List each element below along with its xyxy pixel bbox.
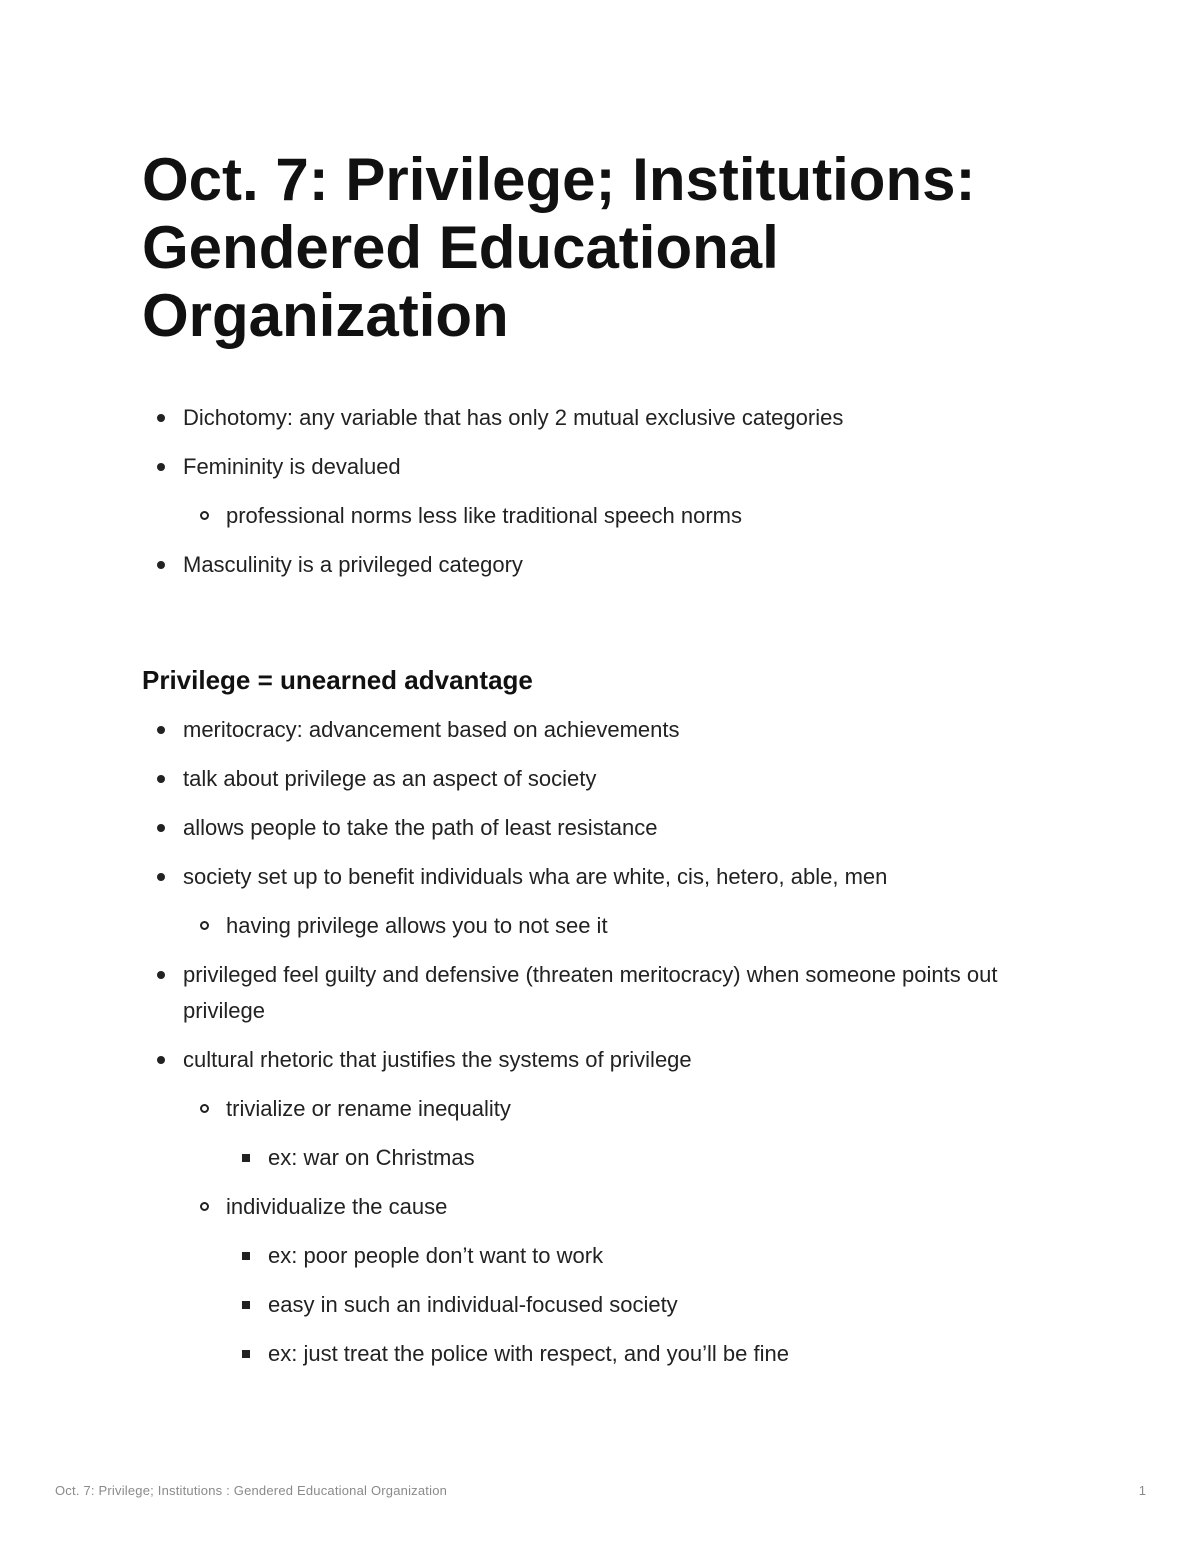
list-item [0,449,1063,485]
page-title: Oct. 7: Privilege; Institutions: Gendered Educational Organization [142,146,976,349]
hollow-circle-bullet-icon [200,1202,209,1211]
filled-circle-bullet-icon [157,775,165,783]
privilege-list [0,712,1200,1385]
sub-sub-list-item [0,1238,1068,1274]
sub-list-item [0,1091,1066,1127]
list-item [0,859,1063,895]
list-item [0,761,1063,797]
list-item [0,957,1063,1029]
square-bullet-icon [242,1252,250,1260]
filled-circle-bullet-icon [157,971,165,979]
list-item-text: Masculinity is a privileged category [183,552,523,577]
list-item-text: ex: poor people don’t want to work [268,1243,604,1268]
list-item [0,810,1063,846]
hollow-circle-bullet-icon [200,1104,209,1113]
list-item-text: Femininity is devalued [183,454,401,479]
list-item-text: meritocracy: advancement based on achievements [183,717,680,742]
list-item-text: talk about privilege as an aspect of society [183,766,597,791]
square-bullet-icon [242,1350,250,1358]
list-item-text: ex: just treat the police with respect, and you’ll be fine [268,1341,789,1366]
footer-page-number: 1 [1138,1483,1146,1498]
sub-sub-list-item [0,1287,1068,1323]
list-item [0,712,1063,748]
filled-circle-bullet-icon [157,414,165,422]
filled-circle-bullet-icon [157,873,165,881]
sub-sub-list-item [0,1140,1068,1176]
list-item-text: society set up to benefit individuals wha are white, cis, hetero, able, men [183,864,888,889]
list-item-text: ex: war on Christmas [268,1145,475,1170]
list-item [0,400,1063,436]
list-item-text: privileged feel guilty and defensive (threaten meritocracy) when someone points out privilege [183,962,998,1023]
section-heading: Privilege = unearned advantage [142,665,533,695]
list-item-text: professional norms less like traditional speech norms [226,503,743,528]
sub-list-item [0,908,1066,944]
intro-list [0,400,1200,596]
list-item-text: allows people to take the path of least resistance [183,815,658,840]
list-item-text: individualize the cause [226,1194,448,1219]
list-item-text: trivialize or rename inequality [226,1096,511,1121]
square-bullet-icon [242,1154,250,1162]
sub-sub-list-item [0,1336,1068,1372]
list-item-text: Dichotomy: any variable that has only 2 mutual exclusive categories [183,405,844,430]
filled-circle-bullet-icon [157,463,165,471]
list-item [0,1042,1063,1078]
footer-document-title: Oct. 7: Privilege; Institutions : Gendered Educational Organization [55,1483,448,1498]
list-item-text: cultural rhetoric that justifies the systems of privilege [183,1047,692,1072]
filled-circle-bullet-icon [157,824,165,832]
list-item [0,547,1063,583]
filled-circle-bullet-icon [157,726,165,734]
list-item-text: having privilege allows you to not see it [226,913,608,938]
sub-list-item [0,1189,1066,1225]
list-item-text: easy in such an individual-focused society [268,1292,678,1317]
hollow-circle-bullet-icon [200,511,209,520]
filled-circle-bullet-icon [157,1056,165,1064]
hollow-circle-bullet-icon [200,921,209,930]
sub-list-item [0,498,1066,534]
square-bullet-icon [242,1301,250,1309]
filled-circle-bullet-icon [157,561,165,569]
